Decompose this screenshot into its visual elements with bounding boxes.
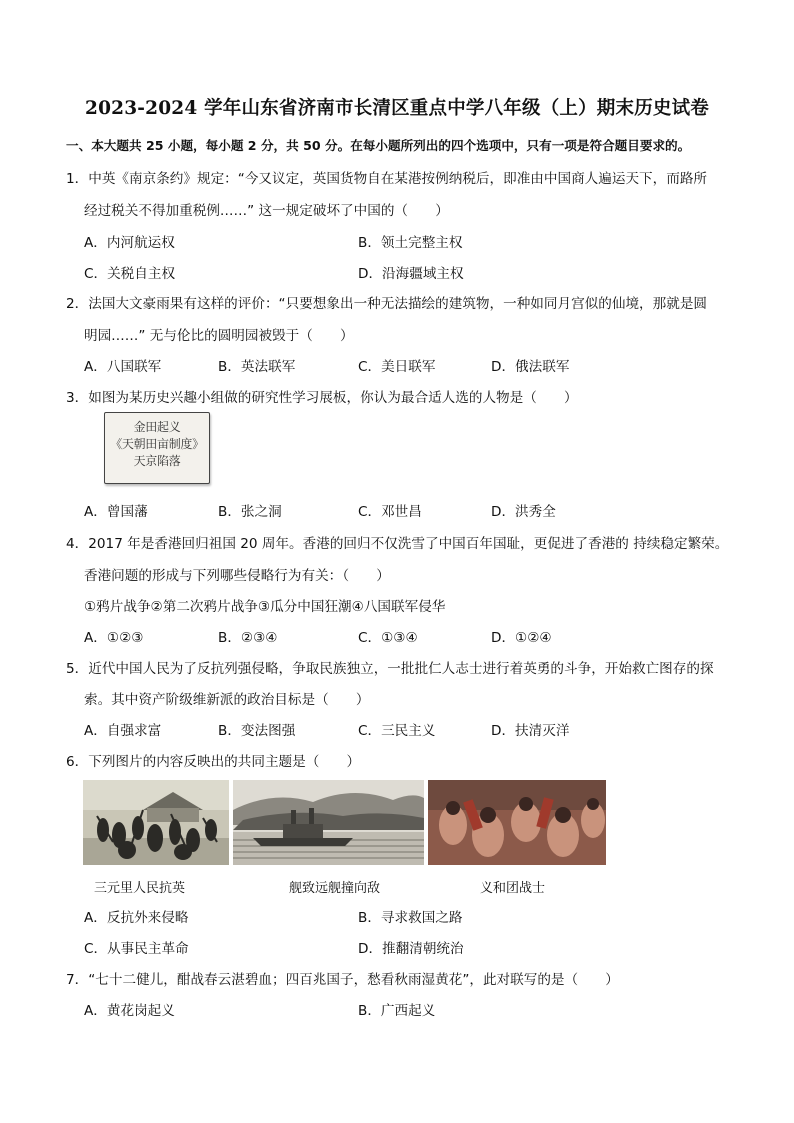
board-line-1: 金田起义 (133, 420, 181, 434)
caption-zhiyuan: 舰致远舰撞向敌 (289, 881, 381, 896)
zhiyuan-warship-engraving (233, 780, 424, 865)
sanyuanli-painting (83, 780, 229, 865)
q3-option-c: C．邓世昌 (358, 504, 422, 520)
q1-option-b: B．领土完整主权 (358, 235, 463, 251)
q4-stem-line-1: 4．2017 年是香港回归祖国 20 周年。香港的回归不仅洗雪了中国百年国耻，更促进了香港的 持续稳定繁荣。 (66, 536, 729, 552)
q1-option-c: C．关税自主权 (84, 266, 176, 282)
q5-option-a: A．自强求富 (84, 723, 162, 739)
q5-stem-line-2: 索。其中资产阶级维新派的政治目标是（ ） (84, 692, 370, 708)
q6-option-c: C．从事民主革命 (84, 941, 189, 957)
q5-option-c: C．三民主义 (358, 723, 436, 739)
q1-stem-line-1: 1．中英《南京条约》规定：“今又议定，英国货物自在某港按例纳税后，即准由中国商人遍运天下，而路所 (66, 171, 708, 187)
q4-stem-line-2: 香港问题的形成与下列哪些侵略行为有关：（ ） (84, 568, 390, 584)
q1-option-d: D．沿海疆域主权 (358, 266, 464, 282)
caption-sanyuanli: 三元里人民抗英 (94, 881, 186, 896)
q5-option-d: D．扶清灭洋 (491, 723, 570, 739)
q6-option-a: A．反抗外来侵略 (84, 910, 189, 926)
q5-option-b: B．变法图强 (218, 723, 296, 739)
q6-option-b: B．寻求救国之路 (358, 910, 463, 926)
q5-stem-line-1: 5．近代中国人民为了反抗列强侵略，争取民族独立，一批批仁人志士进行着英勇的斗争，开始救亡图存的探 (66, 661, 714, 677)
q2-option-a: A．八国联军 (84, 359, 162, 375)
q2-stem-line-2: 明园……” 无与伦比的圆明园被毁于（ ） (84, 328, 354, 344)
q3-stem: 3．如图为某历史兴趣小组做的研究性学习展板，你认为最合适人选的人物是（ ） (66, 390, 578, 406)
q4-option-d: D．①②④ (491, 630, 552, 646)
q7-option-b: B．广西起义 (358, 1003, 436, 1019)
q3-option-a: A．曾国藩 (84, 504, 148, 520)
q7-stem: 7．“七十二健儿，酣战春云湛碧血；四百兆国子，愁看秋雨湿黄花”，此对联写的是（ ） (66, 972, 619, 988)
q4-stem-line-3: ①鸦片战争②第二次鸦片战争③瓜分中国狂潮④八国联军侵华 (84, 599, 446, 615)
q4-option-b: B．②③④ (218, 630, 278, 646)
q1-option-a: A．内河航运权 (84, 235, 175, 251)
study-display-board (104, 412, 210, 484)
q6-stem: 6．下列图片的内容反映出的共同主题是（ ） (66, 754, 361, 770)
board-line-2: 《天朝田亩制度》 (110, 437, 204, 451)
q4-option-a: A．①②③ (84, 630, 144, 646)
exam-title: 2023-2024 学年山东省济南市长清区重点中学八年级（上）期末历史试卷 (85, 98, 709, 119)
board-line-3: 天京陷落 (133, 454, 181, 468)
boxer-warriors-painting (428, 780, 606, 865)
caption-boxers: 义和团战士 (480, 881, 546, 896)
q2-option-c: C．美日联军 (358, 359, 436, 375)
q3-option-b: B．张之洞 (218, 504, 282, 520)
q2-stem-line-1: 2．法国大文豪雨果有这样的评价：“只要想象出一种无法描绘的建筑物，一种如同月宫似的仙境，那就是圆 (66, 296, 708, 312)
q2-option-d: D．俄法联军 (491, 359, 570, 375)
section-header: 一、本大题共 25 小题，每小题 2 分，共 50 分。在每小题所列出的四个选项中，只有一项是符合题目要求的。 (66, 138, 691, 153)
q2-option-b: B．英法联军 (218, 359, 296, 375)
q6-option-d: D．推翻清朝统治 (358, 941, 464, 957)
q1-stem-line-2: 经过税关不得加重税例……” 这一规定破坏了中国的（ ） (84, 203, 449, 219)
q7-option-a: A．黄花岗起义 (84, 1003, 175, 1019)
q4-option-c: C．①③④ (358, 630, 418, 646)
q3-option-d: D．洪秀全 (491, 504, 556, 520)
